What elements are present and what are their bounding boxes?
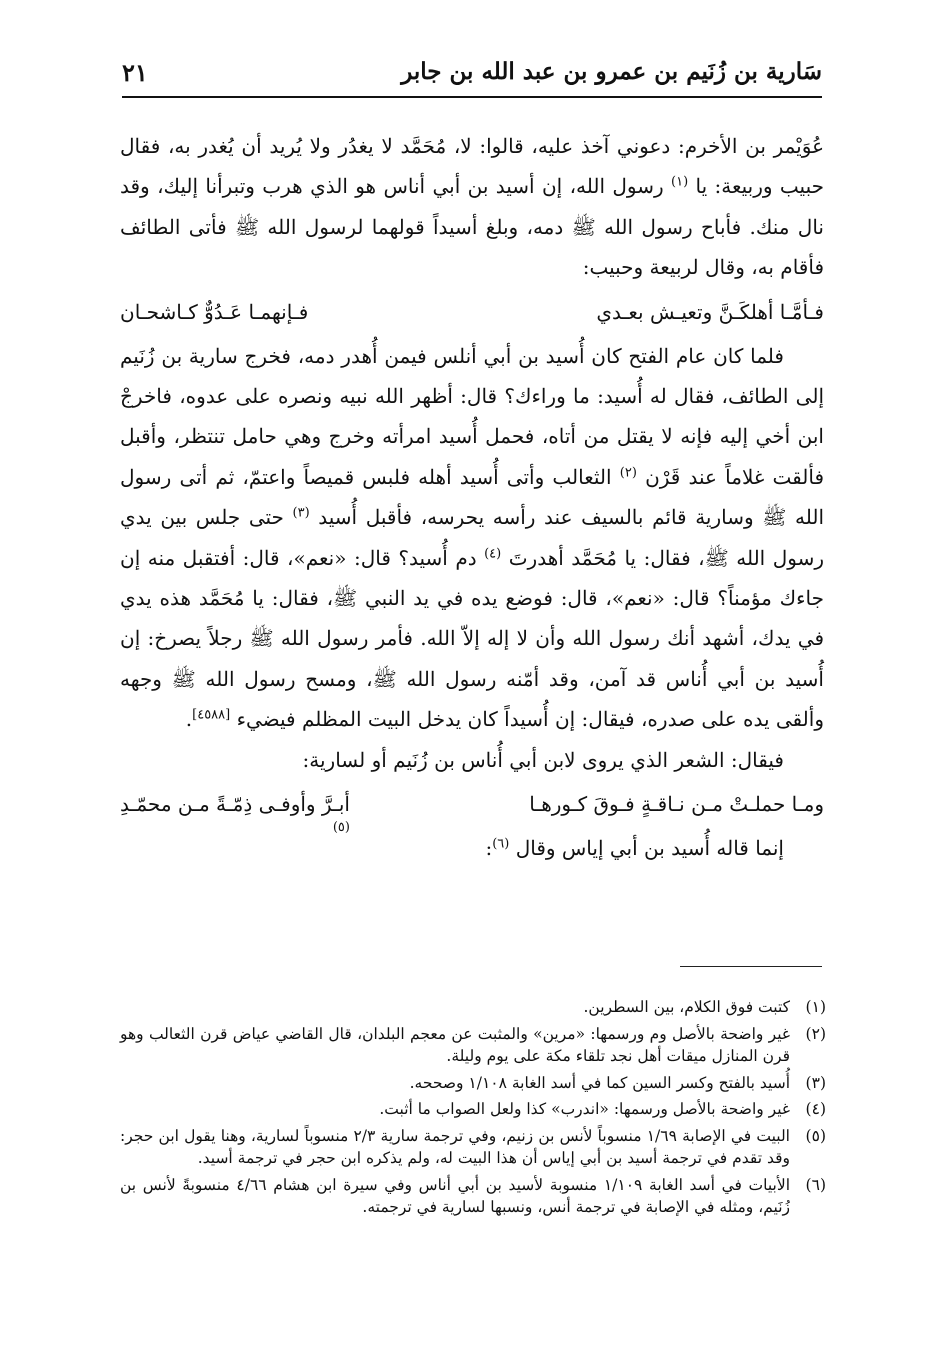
footnote-ref-6: (٦)	[492, 836, 510, 852]
footnote-text: البيت في الإصابة ١/٦٩ منسوباً لأنس بن زنيم، وفي ترجمة سارية ٢/٣ منسوباً لسارية، وهنا يقول ابن حجر: وقد تقدم في ترجمة أسيد بن أبي إياس أن هذا البيت له، ولم يذكره ابن حجر في ترجمة أسيد.	[120, 1126, 790, 1167]
paragraph-1-rest: رسول الله، إن أسيد بن أبي أناس هو الذي هرب وتبرأنا إليك، وقد نال منك. فأباح رسول الله ﷺ دمه، وبلغ أسيداً قولهما لرسول الله ﷺ فأتى الطائف فأقام به، وقال لربيعة وحبيب:	[120, 174, 824, 280]
footnote-text: غير واضحة بالأصل ورسمها: «اندرب» كذا ولعل الصواب ما أثبت.	[379, 1100, 790, 1118]
footnote-text: الأبيات في أسد الغابة ١/١٠٩ منسوبة لأسيد بن أبي أناس وفي سيرة ابن هشام ٤/٦٦ منسوبةً لأنس بن زُنَيم، ومثله في الإصابة في ترجمة أنس، ونسبها لسارية في ترجمته.	[120, 1175, 791, 1216]
verse-2-first-hemistich: ومـا حملـتْ مـن نـاقـةٍ فـوقَ كـورهـا	[529, 792, 824, 817]
verse-2-second-text: أبـرَّ وأوفـى ذِمّـةً مـن محمّـدِ	[120, 792, 350, 817]
footnote	[120, 996, 826, 1019]
paragraph-3	[120, 740, 824, 780]
footnote-ref-4: (٤)	[484, 546, 502, 561]
footnote-number: (١)	[805, 998, 826, 1016]
paragraph-1	[120, 126, 824, 288]
paragraph-4-colon: :	[485, 836, 493, 861]
footnote	[120, 1072, 826, 1095]
footnote	[120, 1125, 826, 1170]
paragraph-1-text: عُوَيْمر بن الأخرم: دعوني آخذ عليه، قالوا: لا، مُحَمَّد لا يغدُر ولا يُريد أن يُغدر به، فقال حبيب وربيعة: يا	[120, 134, 824, 199]
verse-2-second-hemistich: أبـرَّ وأوفـى ذِمّـةً مـن محمّـدِ (٥)	[120, 780, 350, 828]
footnote-ref-1: (١)	[671, 174, 689, 190]
footnote	[120, 1174, 826, 1219]
footnote-number: (٥)	[805, 1126, 826, 1145]
running-head: سَارية بن زُنَيم بن عمرو بن عبد الله بن جابر	[401, 58, 822, 85]
verse-1-first-hemistich: فـأمَّـا أهلكَـنَّ وتعيـش بعـدي	[596, 299, 824, 324]
paragraph-2-text-d: دم أُسيد؟ قال: «نعم»، قال: أفتقبل منه إن جاءك مؤمناً؟ قال: «نعم»، قال: فوضع يده في يد النبي ﷺ، فقال: يا مُحَمَّد هذه يدي في يدك، أشهد أنك رسول الله وأن لا إله إلاّ الله. فأمر رسول الله ﷺ رجلاً يصرخ: إن أُسيد بن أبي أُناس قد آمن، وقد أمّنه رسول الله ﷺ، ومسح رسول الله ﷺ وجهه وألقى يده على صدره، فيقال: إن أُسيداً كان يدخل البيت المظلم فيضيء	[120, 545, 825, 732]
footnote-divider	[680, 966, 822, 967]
footnotes	[120, 996, 826, 1223]
page-number: ٢١	[122, 58, 148, 87]
footnote-number: (٣)	[805, 1073, 826, 1092]
citation-number: [٤٥٨٨]	[192, 707, 231, 723]
footnote-number: (٢)	[805, 1024, 826, 1043]
verse-1	[120, 288, 824, 336]
paragraph-4-text: إنما قاله أُسيد بن أبي إياس وقال	[515, 836, 784, 861]
paragraph-2-text-b: الثعالب وأتى أُسيد أهله فلبس قميصاً واعتمّ، ثم أتى رسول الله ﷺ وسارية قائم بالسيف عند رأسه يحرسه، فأقبل أُسيد	[120, 464, 825, 530]
footnote-ref-2: (٢)	[619, 465, 637, 481]
footnote-number: (٦)	[805, 1175, 826, 1194]
footnote	[120, 1098, 826, 1121]
paragraph-2-text: فلما كان عام الفتح كان أُسيد بن أبي أنلس فيمن أُهدر دمه، فخرج سارية بن زُنَيم إلى الطائف، فقال له أُسيد: ما وراءك؟ قال: أظهر الله نبيه ونصره على عدوه، فاخرجْ ابن أخي إليه فإنه لا يقتل من أتاه، فحمل أُسيد امرأته وخرج وهي حامل تنتظر، وأقبل فألقت غلاماً عند قَرْن	[120, 343, 825, 489]
verse-2	[120, 780, 824, 836]
page-header	[122, 56, 822, 98]
verse-1-second-hemistich: فـإنهمـا عَـدُوٌّ كـاشحـان	[120, 299, 309, 324]
footnote-text: غير واضحة بالأصل وم ورسمها: «مرين» والمثبت عن معجم البلدان، قال القاضي عياض قرن الثعالب وهو قرن المنازل ميقات أهل نجد تلقاء مكة على يوم وليلة.	[120, 1024, 790, 1065]
footnote-text: أُسيد بالفتح وكسر السين كما في أسد الغابة ١/١٠٨ وصححه.	[409, 1073, 790, 1092]
paragraph-4	[120, 828, 824, 868]
paragraph-2-text-c: حتى جلس بين يدي رسول الله ﷺ، فقال: يا مُحَمَّد أهدرتَ	[120, 505, 824, 570]
paragraph-3-text: فيقال: الشعر الذي يروى لابن أبي أُناس بن زُنَيم أو لسارية:	[302, 747, 784, 772]
footnote-text: كتبت فوق الكلام، بين السطرين.	[583, 998, 790, 1016]
footnote-number: (٤)	[805, 1100, 826, 1118]
paragraph-2: فلما كان عام الفتح كان أُسيد بن أبي أنلس فيمن أُهدر دمه، فخرج سارية بن زُنَيم إلى الطائف، فقال له أُسيد: ما وراءك؟ قال: أظهر الله نبيه ونصره على عدوه، فاخرجْ ابن أخي إليه فإنه لا يقتل من أتاه، فحمل أُسيد امرأته وخرج وهي حامل تنتظر، وأقبل فألقت غلاماً عند قَرْن $^{(٢)}$ الثعالب وأتى أُسيد أهله فلبس قميصاً واعتمّ، ثم أتى رسول الله ﷺ وسارية قائم بالسيف عند رأسه يحرسه، فأقبل أُسيد $^{(٣)}$ حتى جلس بين يدي رسول الله ﷺ، فقال: يا مُحَمَّد أهدرتَ $^{(٤)}$ دم أُسيد؟ قال: «نعم»، قال: أفتقبل منه إن جاءك مؤمناً؟ قال: «نعم»، قال: فوضع يده في يد النبي ﷺ، فقال: يا مُحَمَّد هذه يدي في يدك، أشهد أنك رسول الله وأن لا إله إلاّ الله. فأمر رسول الله ﷺ رجلاً يصرخ: إن أُسيد بن أبي أُناس قد آمن، وقد أمّنه رسول الله ﷺ، ومسح رسول الله ﷺ وجهه وألقى يده على صدره، فيقال: إن أُسيداً كان يدخل البيت المظلم فيضيء [٤٥٨٨].	[120, 343, 825, 732]
footnote	[120, 1023, 826, 1068]
footnote-ref-3: (٣)	[292, 505, 310, 521]
main-text	[120, 126, 824, 869]
